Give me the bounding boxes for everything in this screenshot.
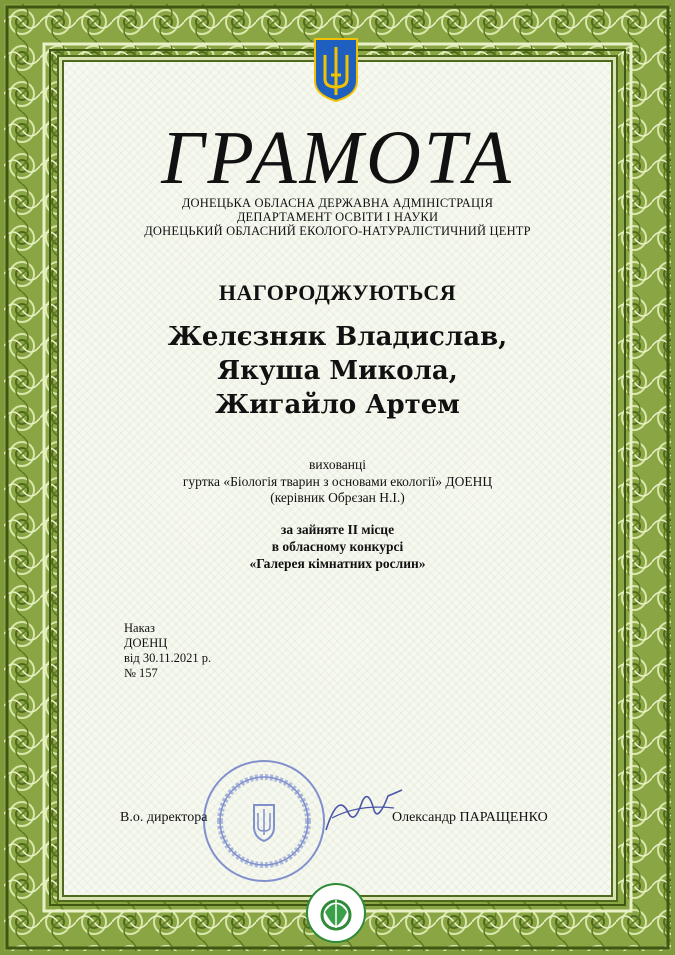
signer-title: В.о. директора	[120, 810, 208, 825]
reason-line: за зайняте II місце	[280, 522, 395, 537]
org-line-administration: ДОНЕЦЬКА ОБЛАСНА ДЕРЖАВНА АДМІНІСТРАЦІЯ	[181, 196, 494, 210]
awardee-name: Желєзняк Владислав,	[167, 322, 508, 352]
org-line-department: ДЕПАРТАМЕНТ ОСВІТИ І НАУКИ	[236, 210, 439, 224]
awardee-name: Якуша Микола,	[217, 356, 458, 386]
order-line: ДОЕНЦ	[124, 636, 168, 650]
description-line: вихованці	[309, 457, 366, 472]
coat-of-arms-icon	[313, 37, 359, 103]
reason-line: в обласному конкурсі	[271, 539, 404, 554]
org-line-center: ДОНЕЦЬКИЙ ОБЛАСНИЙ ЕКОЛОГО-НАТУРАЛІСТИЧНИЙ ЦЕНТР	[144, 224, 531, 238]
description-line: гуртка «Біологія тварин з основами екології» ДОЕНЦ	[182, 474, 493, 489]
description-line: (керівник Обрєзан Н.І.)	[270, 490, 405, 505]
award-heading: НАГОРОДЖУЮТЬСЯ	[218, 280, 457, 305]
signer-name: Олександр ПАРАЩЕНКО	[392, 810, 548, 825]
official-stamp-icon	[200, 757, 328, 885]
order-line: Наказ	[124, 621, 155, 635]
certificate-title: ГРАМОТА	[161, 116, 514, 200]
order-line: № 157	[124, 666, 158, 680]
reason-line: «Галерея кімнатних рослин»	[249, 556, 426, 571]
awardee-name: Жигайло Артем	[215, 390, 460, 420]
eco-center-logo-icon	[305, 882, 367, 944]
order-line: від 30.11.2021 р.	[124, 651, 212, 665]
